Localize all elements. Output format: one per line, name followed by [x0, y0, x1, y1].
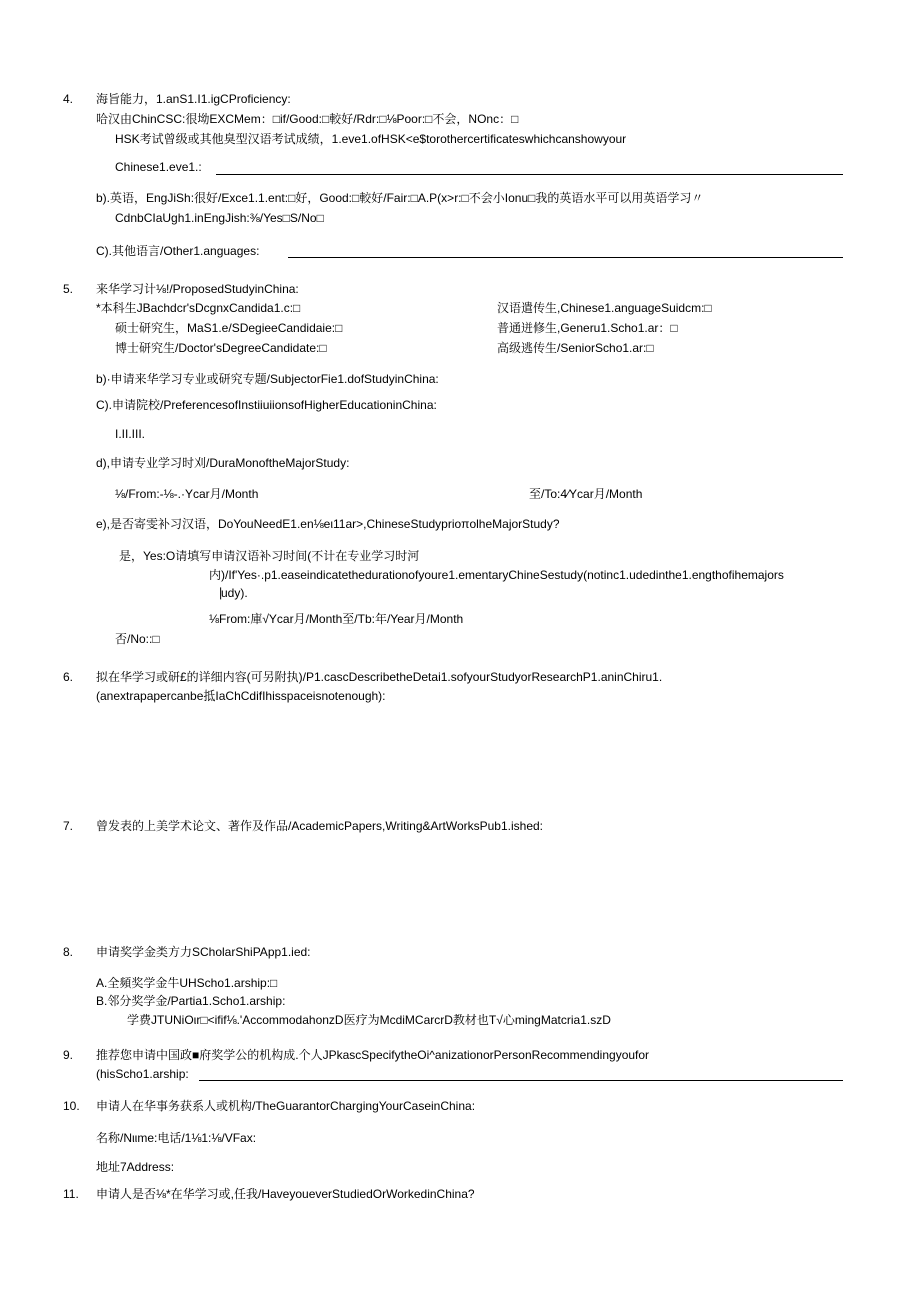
chinese-study-yes-note: 内)/If'Yes·.p1.easeindicatethedurationofyoure1.ementaryChineSestudy(notinc1.udedinthe1.engthofihemajors [209, 568, 784, 582]
chinese-language-student-option[interactable]: 汉语遣传生,Chinese1.anguageSuidcm:□ [497, 301, 712, 315]
chinese-study-question: e),是否寄雯补习汉语，DoYouNeedE1.en⅛eι11ar>,ChineseStudyprioπolheMajorStudy? [96, 517, 560, 531]
other-languages-field[interactable] [288, 257, 843, 258]
section-4-title: 海旨能力，1.anS1.I1.igCProficiency: [96, 92, 291, 106]
full-scholarship-option[interactable]: A.全頻奖学金牛UHScho1.arship:□ [96, 976, 278, 990]
field-of-study-label: b)·申请来华学习专业或研究专题/SubjectorFie1.dofStudyinChina: [96, 372, 439, 386]
english-study-ability: CdnbCIaUgh1.inEngJish:⅜/Yes□S/No□ [115, 211, 324, 225]
guarantor-label: 申请人在华事务获系人或机构/TheGuarantorChargingYourCaseinChina: [96, 1099, 476, 1113]
chinese-study-duration: ⅛From:庫√Ycar月/Month至/Tb:年/Year月/Month [209, 612, 464, 626]
institution-list: I.II.III. [115, 427, 146, 441]
general-scholar-option[interactable]: 普通迸修生,Generu1.Scho1.ar：□ [497, 321, 678, 335]
doctor-option[interactable]: 博士研究生/Doctor'sDegreeCandidate:□ [115, 341, 327, 355]
recommender-label: 推荐您申请中国政■府奖学公的机构成.个人JPkascSpecifytheOi^anizationorPersonRecommendingyoufor [96, 1048, 650, 1062]
chinese-study-no-option[interactable]: 否/No::□ [115, 632, 160, 646]
section-4-number: 4. [63, 92, 74, 106]
prior-china-study-question: 申请人是否⅛*在华学习或,任我/HaveyoueverStudiedOrWorkedinChina? [96, 1187, 475, 1201]
guarantor-address: 地址7Address: [96, 1160, 175, 1174]
study-plan-label: 拟在华学习或研£的详细内容(可另附执)/P1.cascDescribetheDetai1.sofyourStudyorResearchP1.aninChiru1. [96, 670, 663, 684]
section-7-number: 7. [63, 819, 74, 833]
scholarship-type-label: 申请奖学金类方力SCholarShiPApp1.ied: [96, 945, 311, 959]
recommender-label-cont: (hisScho1.arship: [96, 1067, 189, 1081]
guarantor-name-phone-fax: 名称/Nιιme:电话/1⅛1:⅛/VFax: [96, 1131, 257, 1145]
hsk-level-label: HSK考试曾级或其他臭型汉语考试成绩，1.eve1.ofHSK<e$torothercertificateswhichcanshowyour [115, 132, 627, 146]
chinese-level-label: Chinese1.eve1.: [115, 160, 202, 174]
major-duration-to: 至/To:4∕Ycar月/Month [529, 487, 643, 501]
bachelor-option[interactable]: *本科生JBachdcr'sDcgnxCandida1.c:□ [96, 301, 301, 315]
recommender-field[interactable] [199, 1080, 843, 1081]
chinese-level-field[interactable] [216, 174, 843, 175]
section-8-number: 8. [63, 945, 74, 959]
section-6-number: 6. [63, 670, 74, 684]
preferred-institutions-label: C).申请院校/PreferencesofInstiiuiionsofHigherEducationinChina: [96, 398, 437, 412]
section-9-number: 9. [63, 1048, 74, 1062]
senior-scholar-option[interactable]: 高级逃传生/SeniorScho1.ar:□ [497, 341, 654, 355]
partial-scholarship-details: 学费JTUNiOιr□<ifif⅛.'AccommodahonzD医疗为McdiMCarcrD教材也T√心mingMatcria1.szD [127, 1013, 611, 1027]
chinese-study-yes-note-end: ⎹udy). [209, 586, 248, 600]
chinese-study-yes-option[interactable]: 是，Yes:O请填写申请汉语补习时间(不计在专业学习时河 [119, 549, 420, 563]
chinese-proficiency-level: 哈汉由ChinCSC:很坳EXCMem：□if/Good:□較好/Rdr:□⅛Poor:□不会，NOnc：□ [96, 112, 519, 126]
major-duration-label: d),申请专业学习时刈/DuraMonoftheMajorStudy: [96, 456, 350, 470]
partial-scholarship-option[interactable]: B.邻分奖学金/Partia1.Scho1.arship: [96, 994, 286, 1008]
section-10-number: 10. [63, 1099, 80, 1113]
master-option[interactable]: 硕士研究生，MaS1.e/SDegieeCandidaie:□ [115, 321, 343, 335]
publications-label: 曾发表的上美学术论文、著作及作品/AcademicPapers,Writing&ArtWorksPub1.ished: [96, 819, 543, 833]
section-11-number: 11. [63, 1187, 79, 1201]
english-proficiency-level: b).英语，EngJiSh:很好/Exce1.1.ent:□好，Good:□較好/Fair:□A.P(x>r:□不会小Ionu□我的英语水平可以用英语学习〃 [96, 191, 704, 205]
major-duration-from: ⅛/From:-⅛-.·Ycar月/Month [115, 487, 259, 501]
study-plan-note: (anextrapapercanbe抵IaChCdifIhisspaceisnotenough): [96, 689, 386, 703]
section-5-title: 来华学习计⅛!/ProposedStudyinChina: [96, 282, 299, 296]
other-languages-label: C).其他语言/Other1.anguages: [96, 244, 260, 258]
section-5-number: 5. [63, 282, 74, 296]
